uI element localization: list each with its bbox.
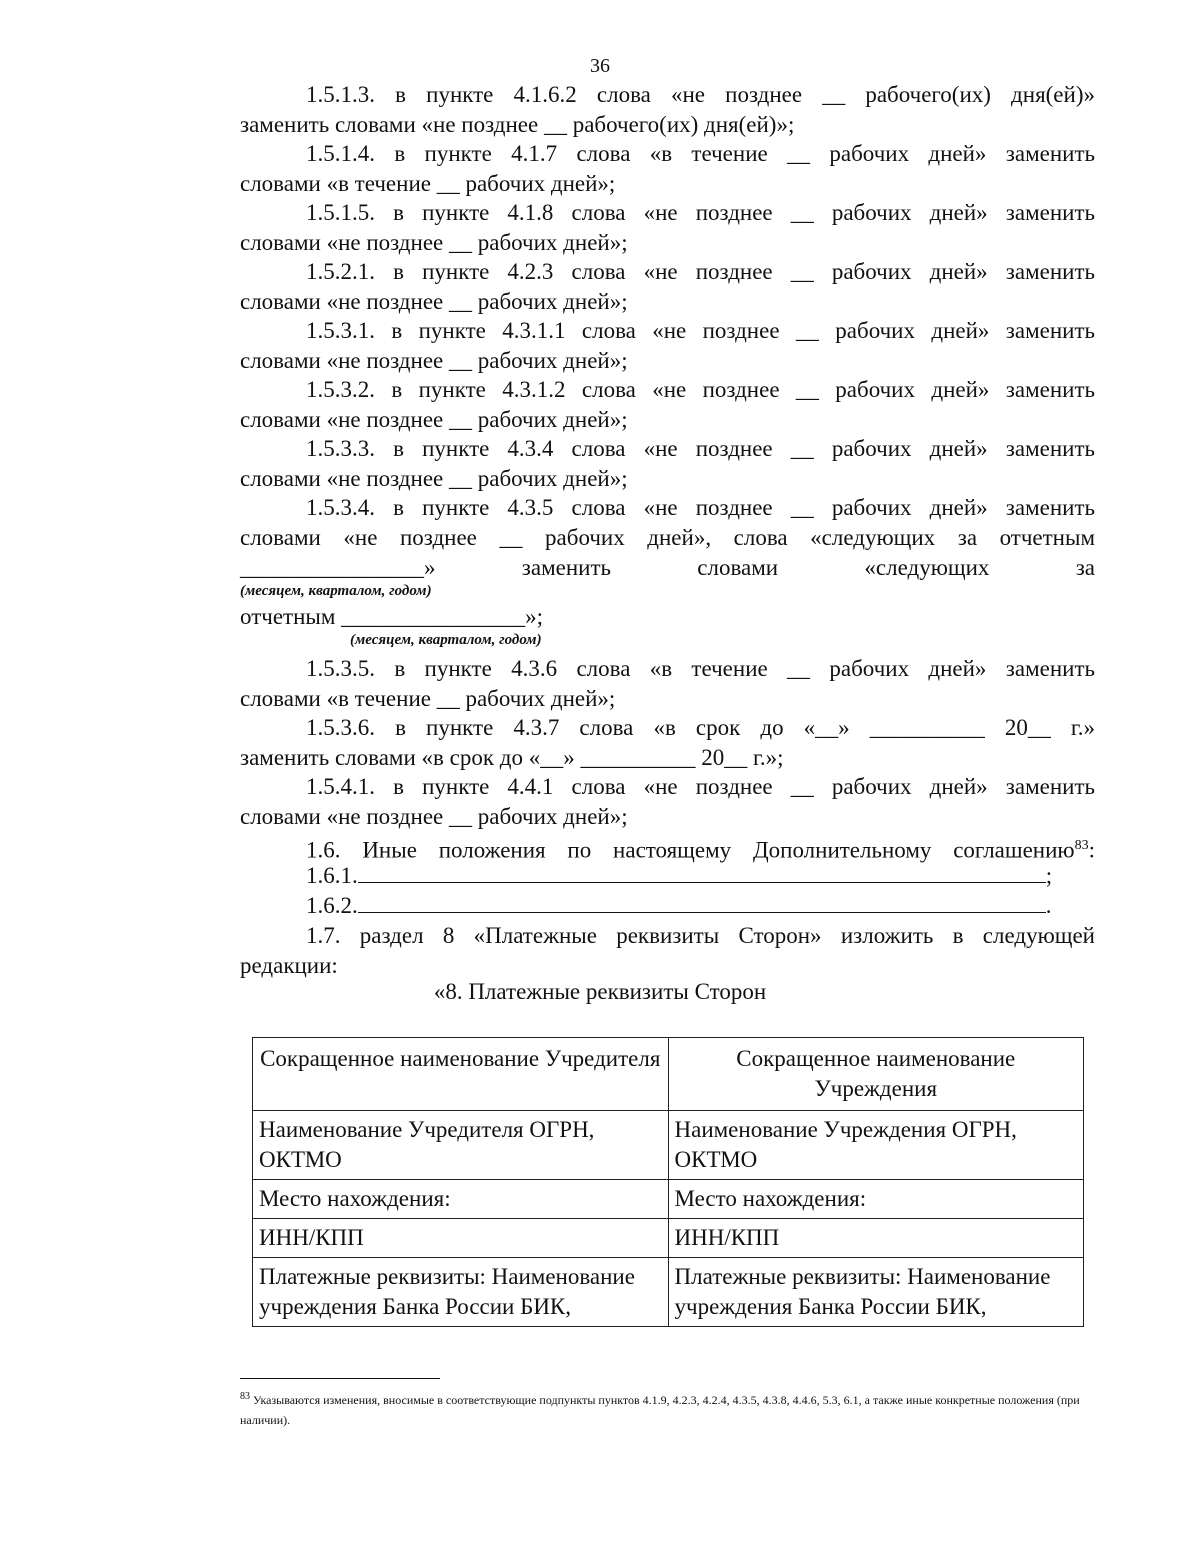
paragraph-1-5-3-2: [240, 375, 1095, 435]
paragraph-1-5-4-1: [240, 772, 1095, 832]
paragraph-1-5-1-4: [240, 139, 1095, 199]
paragraph-line: словами «не позднее __ рабочих дней»;: [240, 348, 628, 373]
paragraph-line: заменить словами «в срок до «__» __________ 20__ г.»;: [240, 745, 784, 770]
paragraph-line: словами «не позднее __ рабочих дней»;: [240, 466, 628, 491]
caption-period: (месяцем, кварталом, годом): [240, 583, 432, 599]
requisites-table: [252, 1037, 1084, 1327]
fill-in-line: [358, 892, 1046, 913]
fill-in-line: [358, 862, 1046, 883]
paragraph-1-7: [240, 921, 1095, 981]
table-row: [253, 1258, 1084, 1327]
paragraph-1-5-1-5: [240, 198, 1095, 258]
item-label: 1.6.2.: [306, 893, 358, 918]
table-cell: Место нахождения:: [253, 1180, 669, 1219]
paragraph-line: словами «не позднее __ рабочих дней», слова «следующих за отчетным: [240, 525, 1095, 550]
paragraph-line: 1.5.1.5. в пункте 4.1.8 слова «не позднее __ рабочих дней» заменить: [306, 200, 1095, 225]
table-cell: Наименование Учреждения ОГРН, ОКТМО: [668, 1111, 1084, 1180]
table-cell: Сокращенное наименование Учредителя: [253, 1038, 669, 1111]
item-label: 1.6.1.: [306, 863, 358, 888]
paragraph-text: 1.6. Иные положения по настоящему Дополнительному соглашению: [306, 837, 1075, 863]
paragraph-line-reporting: [240, 602, 1095, 632]
footnote-ref: 83: [1074, 838, 1089, 853]
item-end: .: [1045, 893, 1052, 918]
table-row: [253, 1111, 1084, 1180]
paragraph-1-6-1: [240, 861, 1095, 891]
caption-period: (месяцем, кварталом, годом): [350, 632, 542, 648]
paragraph-line: заменить словами «не позднее __ рабочего(их) дня(ей)»;: [240, 112, 795, 137]
table-cell: Сокращенное наименование Учреждения: [668, 1038, 1084, 1111]
paragraph-line: 1.5.3.2. в пункте 4.3.1.2 слова «не позднее __ рабочих дней» заменить: [306, 377, 1095, 402]
paragraph-line: 1.5.3.3. в пункте 4.3.4 слова «не позднее __ рабочих дней» заменить: [306, 436, 1095, 461]
paragraph-1-5-3-6: [240, 713, 1095, 773]
paragraph-line: 1.7. раздел 8 «Платежные реквизиты Сторон» изложить в следующей: [306, 923, 1095, 948]
table-cell: ИНН/КПП: [253, 1219, 669, 1258]
item-end: ;: [1045, 863, 1053, 888]
paragraph-line: 1.5.3.1. в пункте 4.3.1.1 слова «не позднее __ рабочих дней» заменить: [306, 318, 1095, 343]
table-cell: Платежные реквизиты: Наименование учреждения Банка России БИК,: [668, 1258, 1084, 1327]
paragraph-line: 1.5.2.1. в пункте 4.2.3 слова «не позднее __ рабочих дней» заменить: [306, 259, 1095, 284]
footnote-text: Указываются изменения, вносимые в соответствующие подпункты пунктов 4.1.9, 4.2.3, 4.2.4, 4.3.5, 4.3.8, 4.4.6, 5.3, 6.1, а также иные конкретные положения (при наличии).: [240, 1393, 1080, 1427]
paragraph-1-5-3-5: [240, 654, 1095, 714]
paragraph-1-6-2: [240, 891, 1095, 921]
paragraph-1-5-2-1: [240, 257, 1095, 317]
paragraph-1-5-3-1: [240, 316, 1095, 376]
paragraph-line: 1.5.3.4. в пункте 4.3.5 слова «не позднее __ рабочих дней» заменить: [306, 495, 1095, 520]
footnote-mark: 83: [240, 1391, 250, 1402]
paragraph-line: отчетным ________________»;: [240, 604, 544, 629]
paragraph-line: словами «не позднее __ рабочих дней»;: [240, 230, 628, 255]
paragraph-1-5-3-4: [240, 493, 1095, 583]
paragraph-line: словами «не позднее __ рабочих дней»;: [240, 804, 628, 829]
footnote: [240, 1387, 1100, 1430]
paragraph-text: :: [1088, 837, 1095, 863]
paragraph-line: [240, 891, 1095, 921]
paragraph-line: ________________» заменить словами «следующих за: [240, 555, 1095, 580]
paragraph-line: редакции:: [240, 953, 338, 978]
paragraph-line: 1.5.4.1. в пункте 4.4.1 слова «не позднее __ рабочих дней» заменить: [306, 774, 1095, 799]
table-cell: ИНН/КПП: [668, 1219, 1084, 1258]
paragraph-line: [240, 861, 1095, 891]
paragraph-1-5-1-3: [240, 80, 1095, 140]
table-row: [253, 1219, 1084, 1258]
page-number: 36: [590, 55, 610, 77]
paragraph-line: словами «не позднее __ рабочих дней»;: [240, 289, 628, 314]
table-cell: Место нахождения:: [668, 1180, 1084, 1219]
paragraph-line: 1.5.1.3. в пункте 4.1.6.2 слова «не позднее __ рабочего(их) дня(ей)»: [306, 82, 1095, 107]
table-cell: Платежные реквизиты: Наименование учреждения Банка России БИК,: [253, 1258, 669, 1327]
footnote-separator: [240, 1378, 440, 1379]
paragraph-line: словами «в течение __ рабочих дней»;: [240, 171, 616, 196]
paragraph-line: 1.5.1.4. в пункте 4.1.7 слова «в течение __ рабочих дней» заменить: [306, 141, 1095, 166]
paragraph-line: словами «в течение __ рабочих дней»;: [240, 686, 616, 711]
paragraph-line: словами «не позднее __ рабочих дней»;: [240, 407, 628, 432]
paragraph-1-5-3-3: [240, 434, 1095, 494]
table-row: [253, 1180, 1084, 1219]
section-title: «8. Платежные реквизиты Сторон: [433, 979, 767, 1004]
table-cell: Наименование Учредителя ОГРН, ОКТМО: [253, 1111, 669, 1180]
table-header-row: [253, 1038, 1084, 1111]
paragraph-line: 1.5.3.6. в пункте 4.3.7 слова «в срок до «__» __________ 20__ г.»: [306, 715, 1095, 740]
paragraph-line: 1.5.3.5. в пункте 4.3.6 слова «в течение __ рабочих дней» заменить: [306, 656, 1095, 681]
